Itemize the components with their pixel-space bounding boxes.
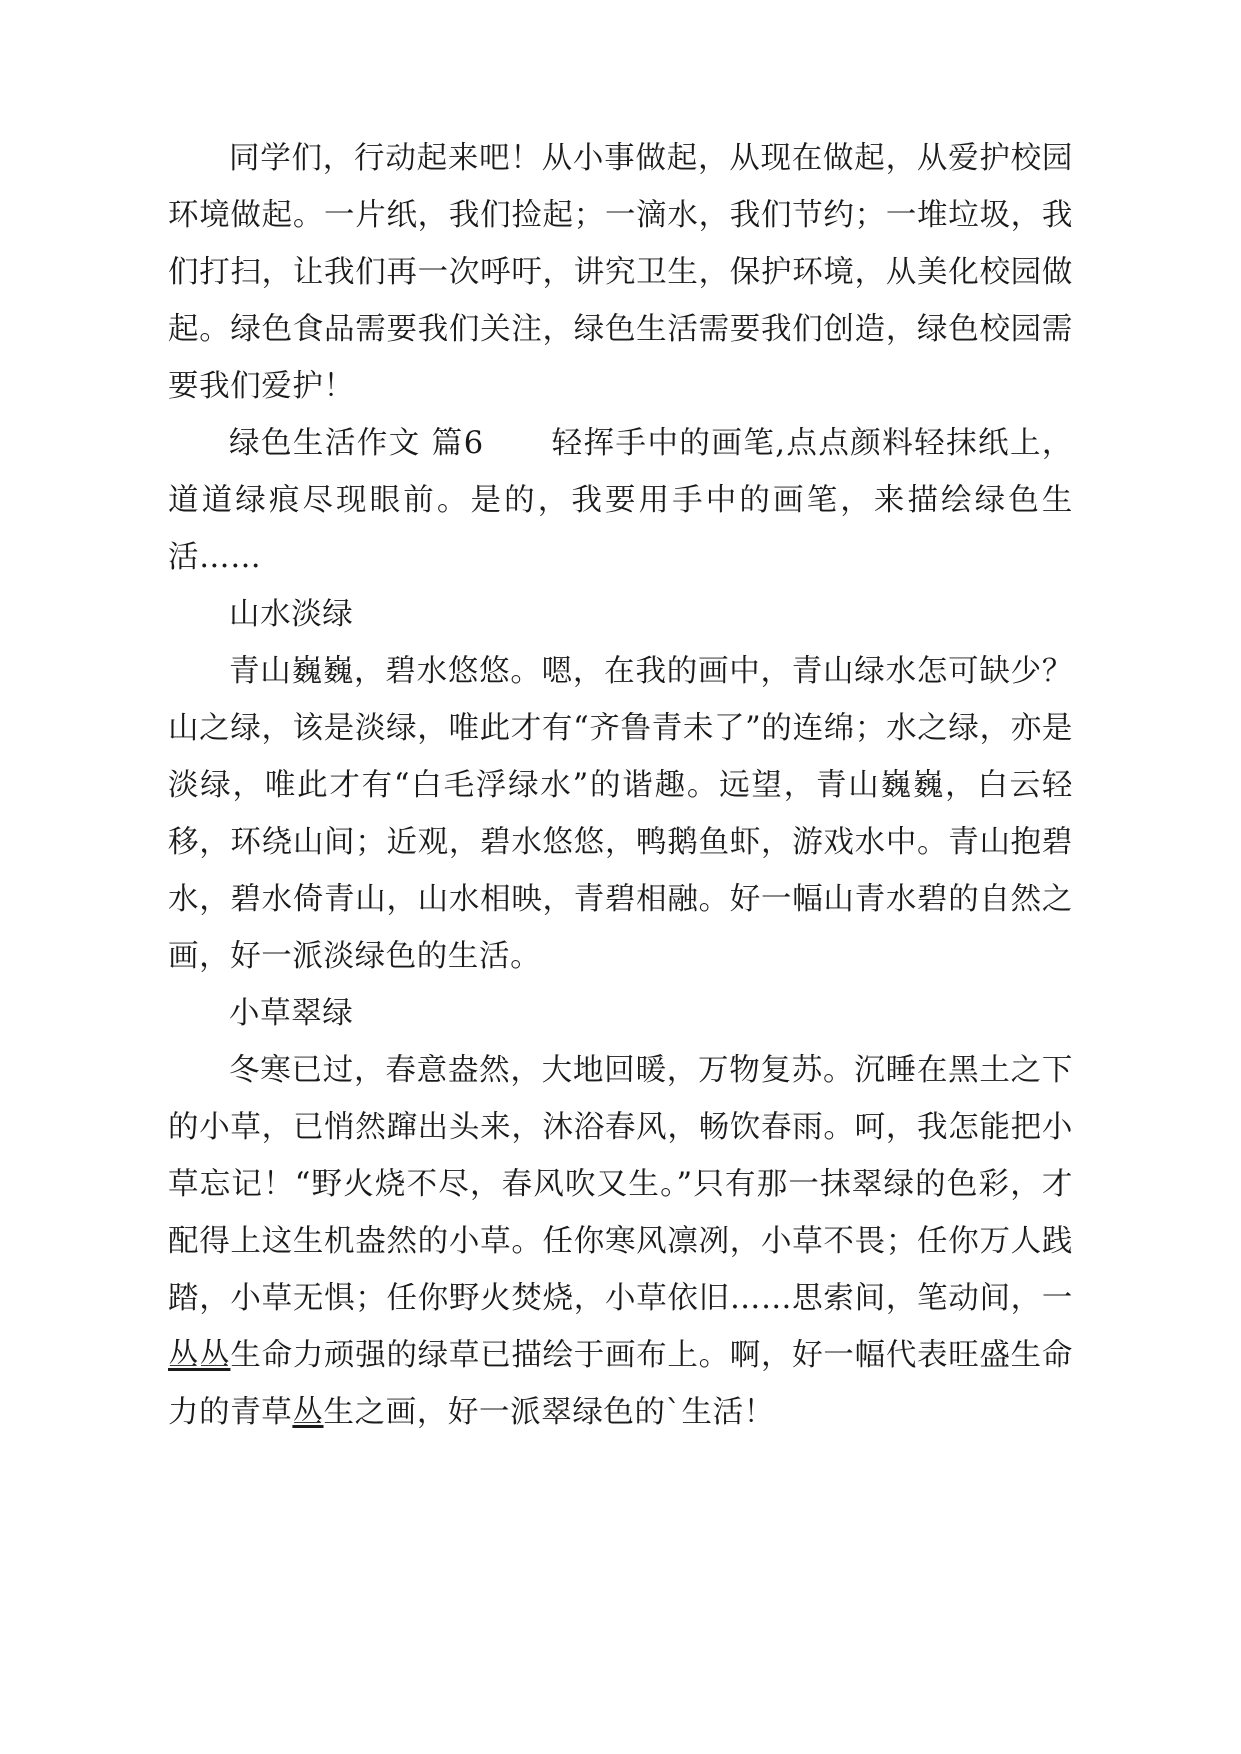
paragraph-2 [168,415,1073,586]
paragraph-6 [168,1042,1073,1441]
subheading-shanshui: 山水淡绿 [229,597,354,632]
paragraph-6-underline-1: 丛丛 [168,1338,231,1373]
paragraph-6-part-1: 冬寒已过，春意盎然，大地回暖，万物复苏。沉睡在黑土之下的小草，已悄然蹿出头来，沐浴春风，畅饮春雨。呵，我怎能把小草忘记！“野火烧不尽，春风吹又生。”只有那一抹翠绿的色彩，才配得上这生机盎然的小草。任你寒风凛冽，小草不畏；任你万人践踏，小草无惧；任你野火焚烧，小草依旧……思索间，笔动间，一 [168,1053,1073,1316]
paragraph-2-text: 轻挥手中的画笔,点点颜料轻抹纸上，道道绿痕尽现眼前。是的，我要用手中的画笔，来描绘绿色生活…… [168,426,1074,575]
paragraph-6-part-2: 生命力顽强的绿草已描绘于画布上。啊，好一幅代表旺盛生命力的青草 [168,1338,1073,1430]
paragraph-6-part-3: 生之画，好一派翠绿色的`生活！ [323,1395,775,1430]
document-body [168,130,1073,1441]
subheading-xiaocao: 小草翠绿 [229,996,354,1031]
essay-title-6: 绿色生活作文 篇6 [229,426,484,461]
paragraph-6-underline-2: 丛 [292,1395,324,1430]
paragraph-4: 青山巍巍，碧水悠悠。嗯，在我的画中，青山绿水怎可缺少？山之绿，该是淡绿，唯此才有“齐鲁青未了”的连绵；水之绿，亦是淡绿，唯此才有“白毛浮绿水”的谐趣。远望，青山巍巍，白云轻移，环绕山间；近观，碧水悠悠，鸭鹅鱼虾，游戏水中。青山抱碧水，碧水倚青山，山水相映，青碧相融。好一幅山青水碧的自然之画，好一派淡绿色的生活。 [168,654,1073,974]
paragraph-1: 同学们，行动起来吧！从小事做起，从现在做起，从爱护校园环境做起。一片纸，我们捡起；一滴水，我们节约；一堆垃圾，我们打扫，让我们再一次呼吁，讲究卫生，保护环境，从美化校园做起。绿色食品需要我们关注，绿色生活需要我们创造，绿色校园需要我们爱护！ [168,141,1073,404]
